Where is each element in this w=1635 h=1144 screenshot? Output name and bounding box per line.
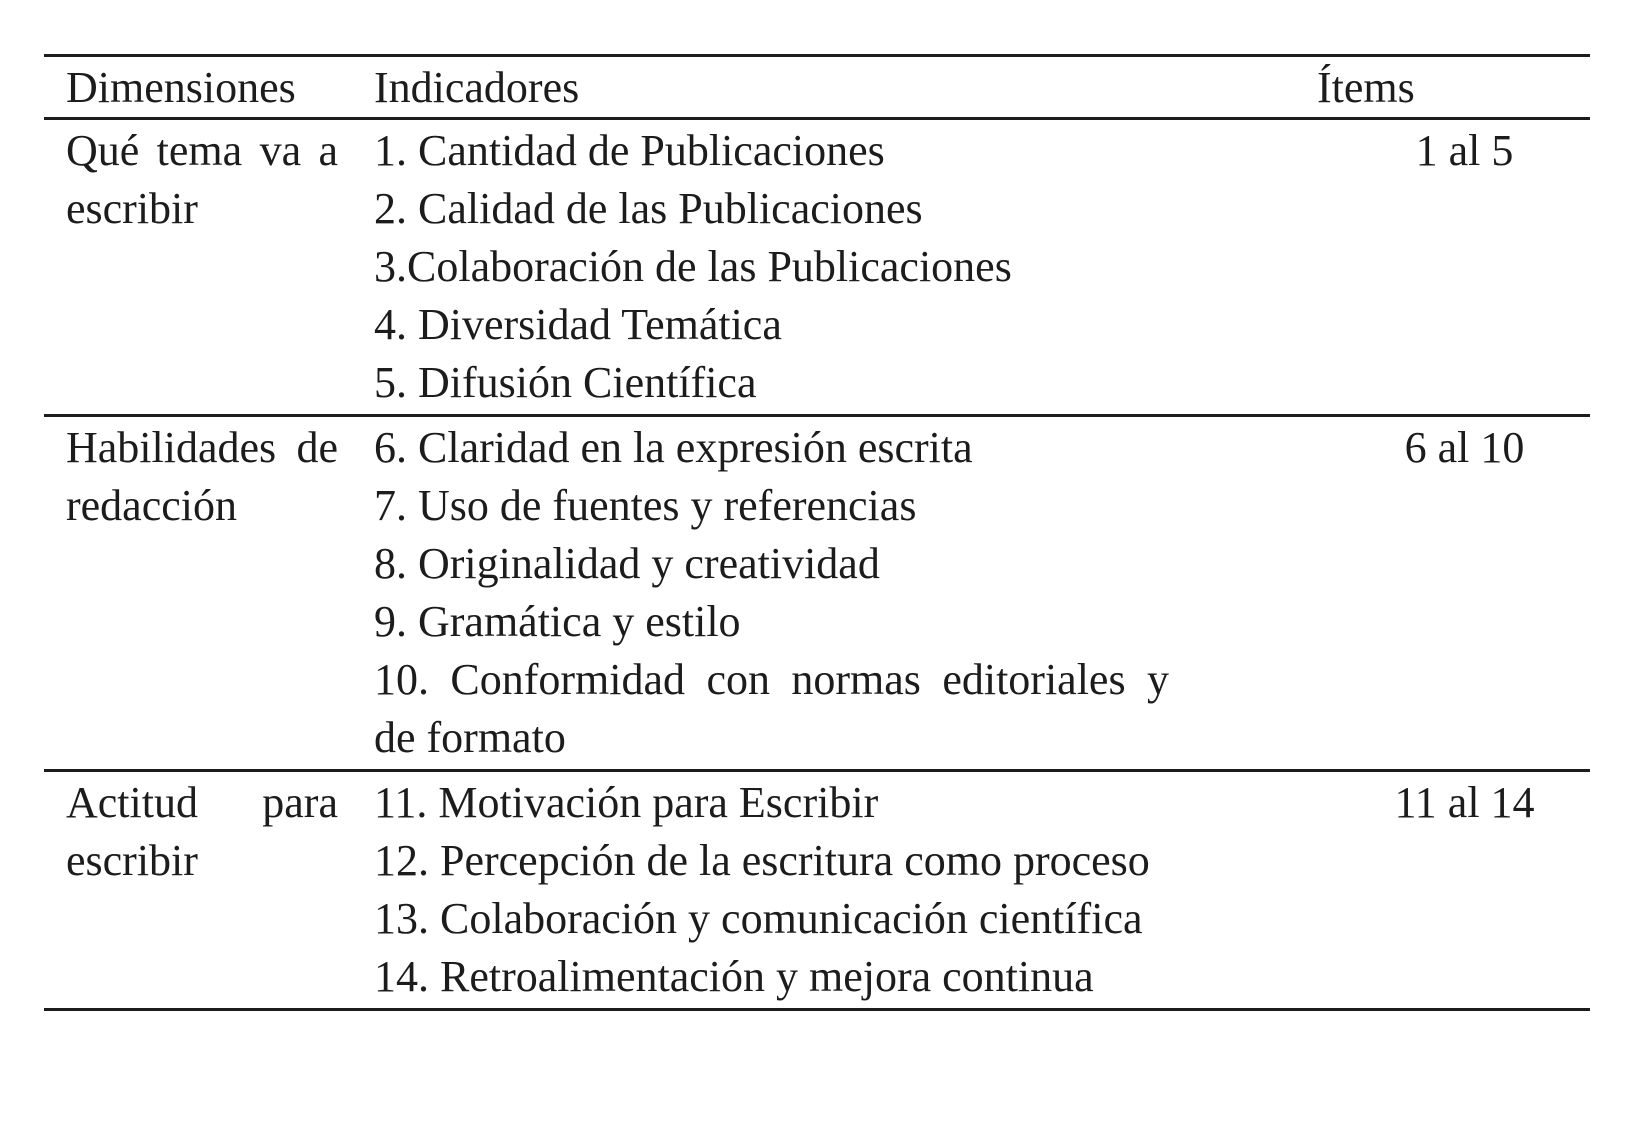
indicator-item: 11. Motivación para Escribir — [374, 778, 879, 827]
dimension-cell — [44, 771, 374, 1010]
indicator-item: 10. Conformidad con normas editoriales y de formato — [374, 655, 1169, 762]
indicator-item: 6. Claridad en la expresión escrita — [374, 423, 973, 472]
header-row — [44, 56, 1590, 119]
indicator-list — [374, 419, 1169, 767]
indicators-cell — [374, 119, 1279, 416]
dimension-label: Qué tema va a escribir — [66, 126, 338, 233]
items-cell — [1279, 119, 1590, 416]
items-cell — [1279, 771, 1590, 1010]
indicator-item: 5. Difusión Científica — [374, 358, 757, 407]
dimension-label: Habilidades de redacción — [66, 423, 338, 530]
items-range: 1 al 5 — [1415, 126, 1514, 175]
indicators-cell — [374, 771, 1279, 1010]
indicator-item: 7. Uso de fuentes y referencias — [374, 481, 917, 530]
table-body — [44, 119, 1590, 1010]
header-indicadores: Indicadores — [374, 56, 1279, 119]
indicator-list — [374, 122, 1169, 412]
items-range: 11 al 14 — [1394, 778, 1535, 827]
indicator-item: 8. Originalidad y creatividad — [374, 539, 880, 588]
indicator-item: 14. Retroalimentación y mejora continua — [374, 952, 1094, 1001]
table-row — [44, 119, 1590, 416]
table-row — [44, 771, 1590, 1010]
indicator-item: 3.Colaboración de las Publicaciones — [374, 242, 1012, 291]
dimension-cell — [44, 119, 374, 416]
items-cell — [1279, 416, 1590, 771]
indicator-list — [374, 774, 1169, 1006]
header-items: Ítems — [1279, 56, 1590, 119]
table-header — [44, 56, 1590, 119]
indicator-item: 2. Calidad de las Publicaciones — [374, 184, 923, 233]
dimension-label: Actitud para escribir — [66, 778, 338, 885]
indicator-item: 4. Diversidad Temática — [374, 300, 782, 349]
header-dimensiones: Dimensiones — [44, 56, 374, 119]
items-range: 6 al 10 — [1404, 423, 1525, 472]
indicator-item: 13. Colaboración y comunicación científica — [374, 894, 1143, 943]
dimension-cell — [44, 416, 374, 771]
indicator-item: 1. Cantidad de Publicaciones — [374, 126, 885, 175]
indicators-cell — [374, 416, 1279, 771]
dimensions-indicators-table — [44, 54, 1590, 1011]
indicator-item: 12. Percepción de la escritura como proceso — [374, 836, 1150, 885]
indicator-item: 9. Gramática y estilo — [374, 597, 741, 646]
table-row — [44, 416, 1590, 771]
